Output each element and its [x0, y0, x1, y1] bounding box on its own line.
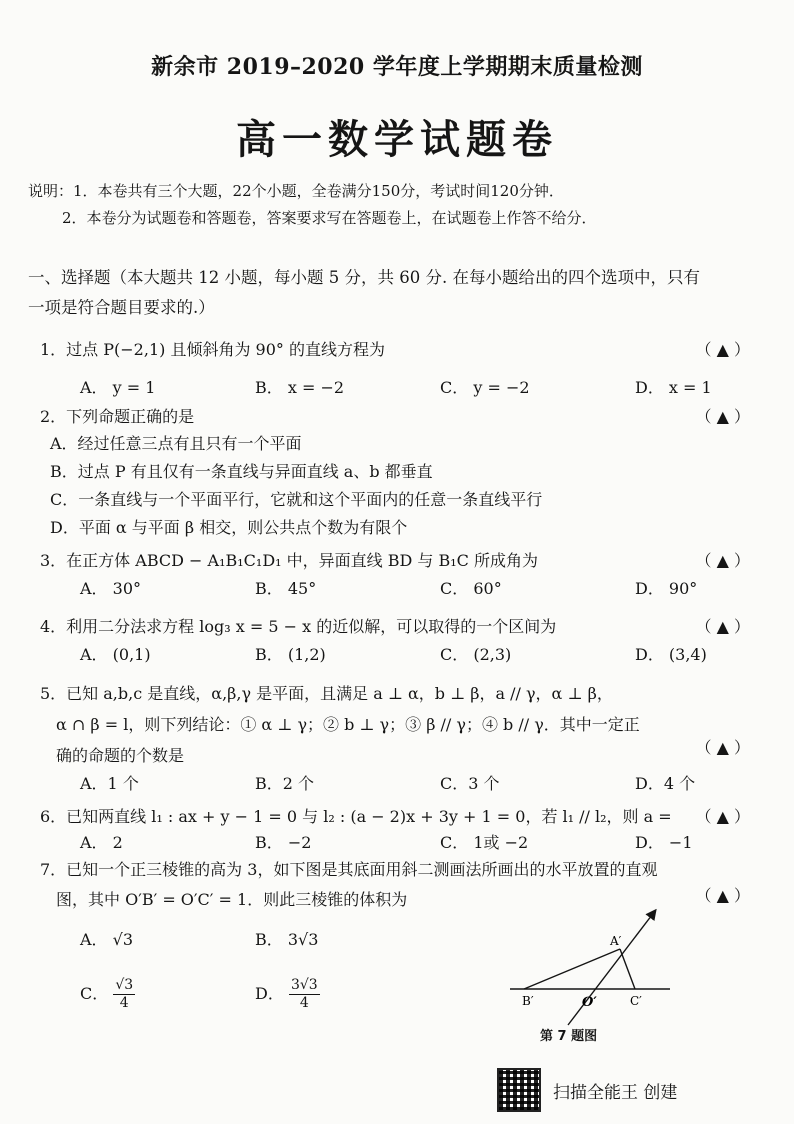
figure-label-o: O′: [582, 995, 597, 1010]
question-7-option-d-numerator: 3√3: [290, 977, 318, 993]
question-5-stem-line-1: 5．已知 a,b,c 是直线，α,β,γ 是平面，且满足 a ⊥ α，b ⊥ β，a // γ，α ⊥ β，: [40, 684, 613, 703]
question-2-option-b: B．过点 P 有且仅有一条直线与异面直线 a、b 都垂直: [50, 462, 433, 481]
question-2-option-c: C．一条直线与一个平面平行，它就和这个平面内的任意一条直线平行: [50, 490, 543, 509]
question-3-option-d: D． 90°: [635, 579, 698, 598]
figure-caption: 第 7 题图: [540, 1029, 598, 1044]
question-5: [40, 678, 750, 799]
question-3-option-c: C． 60°: [440, 579, 502, 598]
question-4-stem: 4．利用二分法求方程 log₃ x = 5 − x 的近似解，可以取得的一个区间为: [40, 617, 557, 636]
question-1-stem: 1．过点 P(−2,1) 且倾斜角为 90° 的直线方程为: [40, 340, 385, 359]
question-7-option-d: [255, 977, 320, 1012]
question-1-option-b: B． x = −2: [255, 378, 345, 397]
section-heading-line-2: 一项是符合题目要求的.）: [28, 298, 215, 317]
qr-code-icon: [497, 1068, 541, 1112]
question-2-option-a: A．经过任意三点有且只有一个平面: [50, 434, 302, 453]
question-7-option-d-label: D．: [255, 984, 284, 1003]
question-5-option-a: A．1 个: [80, 774, 139, 793]
question-7-stem-line-1: 7．已知一个正三棱锥的高为 3，如下图是其底面用斜二测画法所画出的水平放置的直观: [40, 860, 658, 879]
question-6-stem: 6．已知两直线 l₁ : ax + y − 1 = 0 与 l₂ : (a − 2)x + 3y + 1 = 0，若 l₁ // l₂，则 a =: [40, 807, 672, 826]
figure-edge-ba: [524, 949, 620, 989]
question-5-stem-line-2: α ∩ β = l，则下列结论：① α ⊥ γ；② b ⊥ γ；③ β // γ；④ b // γ．其中一定正: [56, 715, 640, 734]
question-2-stem: 2．下列命题正确的是: [40, 407, 195, 426]
question-6-options: [40, 830, 750, 858]
question-6-answer-mark: （ ▲ ）: [695, 807, 750, 826]
question-1-answer-mark: （ ▲ ）: [695, 340, 750, 359]
question-3-answer-mark: （ ▲ ）: [695, 551, 750, 570]
question-6: [40, 804, 750, 858]
question-4-option-d: D． (3,4): [635, 645, 707, 664]
question-7-answer-mark: （ ▲ ）: [695, 886, 750, 905]
question-4-options: [40, 642, 750, 670]
instruction-note-1: 说明：1．本卷共有三个大题，22个小题，全卷满分150分，考试时间120分钟．: [28, 182, 564, 200]
question-7-option-c-denominator: 4: [119, 995, 129, 1011]
section-heading-line-1: 一、选择题（本大题共 12 小题，每小题 5 分，共 60 分. 在每小题给出的四个选项中，只有: [28, 268, 700, 287]
question-7-option-d-fraction: [289, 977, 320, 1012]
question-3-options: [40, 576, 750, 604]
question-5-options: [40, 771, 750, 799]
question-6-option-d: D． −1: [635, 833, 693, 852]
question-4-answer-mark: （ ▲ ）: [695, 617, 750, 636]
question-3-stem: 3．在正方体 ABCD − A₁B₁C₁D₁ 中，异面直线 BD 与 B₁C 所成角为: [40, 551, 538, 570]
question-2-answer-mark: （ ▲ ）: [695, 407, 750, 426]
question-7-option-d-denominator: 4: [299, 995, 309, 1011]
question-7-option-c: [80, 977, 135, 1012]
figure-label-a: A′: [610, 934, 622, 948]
question-6-option-a: A． 2: [80, 833, 123, 852]
question-5-stem-line-3: 确的命题的个数是: [56, 746, 185, 765]
question-7-option-c-numerator: √3: [115, 977, 134, 993]
question-4-option-b: B． (1,2): [255, 645, 326, 664]
question-1-option-a: A． y = 1: [80, 378, 156, 397]
question-3: [40, 548, 750, 604]
question-2: [40, 404, 750, 542]
exam-title: 高一数学试题卷: [236, 116, 558, 163]
question-7-option-a: A． √3: [80, 930, 134, 949]
question-7-stem-line-2: 图，其中 O′B′ = O′C′ = 1．则此三棱锥的体积为: [56, 890, 408, 909]
question-4-option-a: A． (0,1): [80, 645, 151, 664]
question-5-answer-mark: （ ▲ ）: [695, 738, 750, 757]
question-2-options: [40, 430, 750, 542]
question-1-options: [40, 375, 750, 403]
question-6-option-c: C． 1或 −2: [440, 833, 529, 852]
question-1: [40, 337, 750, 403]
question-7-option-b: B． 3√3: [255, 930, 319, 949]
question-5-option-c: C．3 个: [440, 774, 500, 793]
question-7-option-c-fraction: [113, 977, 135, 1012]
exam-header: 新余市 2019–2020 学年度上学期期末质量检测: [151, 54, 643, 80]
scanner-credit: 扫描全能王 创建: [553, 1083, 678, 1103]
question-7-figure: [500, 905, 680, 1045]
question-6-option-b: B． −2: [255, 833, 312, 852]
question-4: [40, 614, 750, 670]
question-5-option-b: B．2 个: [255, 774, 315, 793]
figure-label-c: C′: [630, 994, 642, 1008]
question-4-option-c: C． (2,3): [440, 645, 512, 664]
instruction-note-2: 2．本卷分为试题卷和答题卷，答案要求写在答题卷上，在试题卷上作答不给分．: [62, 209, 597, 227]
question-5-option-d: D．4 个: [635, 774, 696, 793]
question-3-option-b: B． 45°: [255, 579, 317, 598]
figure-label-b: B′: [522, 994, 534, 1008]
question-1-option-c: C． y = −2: [440, 378, 530, 397]
question-2-option-d: D．平面 α 与平面 β 相交，则公共点个数为有限个: [50, 518, 408, 537]
section-heading: [28, 263, 768, 323]
figure-edge-ac: [620, 949, 635, 989]
question-7-option-c-label: C．: [80, 984, 109, 1003]
question-1-option-d: D． x = 1: [635, 378, 712, 397]
question-3-option-a: A． 30°: [80, 579, 142, 598]
scanner-footer: [497, 1068, 737, 1114]
